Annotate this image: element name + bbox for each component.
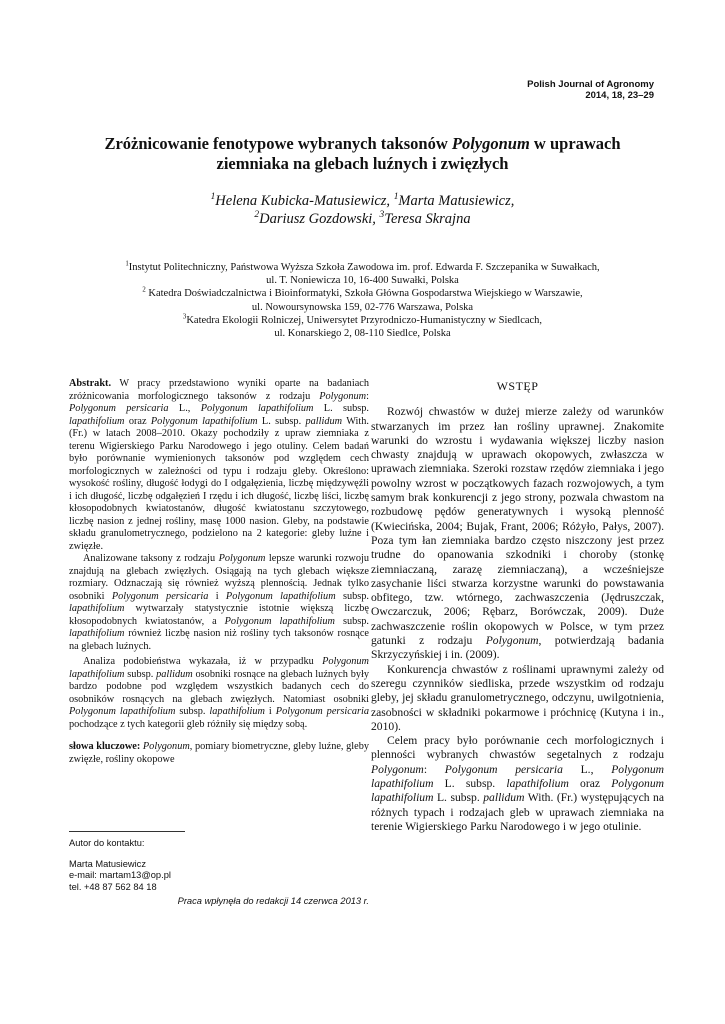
footnote-divider — [69, 831, 185, 832]
intro-paragraph: Konkurencja chwastów z roślinami uprawnymi zależy od szeregu czynników siedliska, przede wszystkim od rodzaju gleby, jej składu granulometrycznego, odczynu, uwilgotnienia, zasobności w składniki pokarmowe i próchnicę (Kutyna i in., 2010). — [371, 662, 664, 733]
journal-issue: 2014, 18, 23–29 — [585, 90, 654, 101]
abstract-paragraph: Analizowane taksony z rodzaju Polygonum lepsze warunki rozwoju znajdują na glebach zwięzłych. Osiągają na tych glebach większe rozmiary. Odznaczają się również wyższą plennością. Jednak tylko osobniki Polygonum persicaria i Polygonum lapathifolium subsp. lapathifolium wytwarzały statystycznie istotnie większą liczbę kłosopodobnych kwiatostanów, a Polygonum lapathifolium subsp. lapathifolium również liczbę nasion niż rośliny tych taksonów rosnące na glebach luźnych. — [69, 553, 370, 652]
introduction-column — [371, 379, 664, 834]
contact-block — [69, 838, 171, 893]
contact-email: e-mail: martam13@op.pl — [69, 870, 171, 881]
abstract-column — [69, 378, 369, 766]
author-2: Marta Matusiewicz, — [398, 193, 515, 209]
author-1: Helena Kubicka-Matusiewicz, — [215, 193, 391, 209]
contact-phone: tel. +48 87 562 84 18 — [69, 881, 157, 892]
received-date: Praca wpłynęła do redakcji 14 czerwca 2013 r. — [177, 896, 369, 906]
author-list: $^1$Helena Kubicka-Matusiewicz, $^1$Marta Matusiewicz, $^2$Dariusz Gozdowski, $^3$Teresa Skrajna — [210, 192, 515, 227]
intro-paragraph: Celem pracy było porównanie cech morfologicznych i plenności wybranych chwastów segetalnych z rodzaju Polygonum: Polygonum persicaria L., Polygonum lapathifolium L. subsp. lapathifolium oraz Polygonum lapathifolium L. subsp. pallidum With. (Fr.) występujących na różnych typach i rodzajach gleb w uprawach ziemniaka na terenie Wigierskiego Parku Narodowego i w jego otulinie. — [371, 734, 664, 833]
affiliation-2: $^2$ Katedra Doświadczalnictwa i Bioinformatyki, Szkoła Główna Gospodarstwa Wiejskiego w Warszawie, — [142, 286, 583, 300]
author-4: Teresa Skrajna — [384, 211, 471, 227]
journal-header — [527, 79, 654, 101]
author-3: Dariusz Gozdowski, — [259, 211, 376, 227]
keywords: słowa kluczowe: Polygonum, pomiary biometryczne, gleby luźne, gleby zwięzłe, rośliny okopowe — [69, 741, 370, 765]
affiliations: $^1$Instytut Politechniczny, Państwowa Wyższa Szkoła Zawodowa im. prof. Edwarda F. Szczepanika w Suwałkach, ul. T. Noniewicza 10, 16-400 Suwałki, Polska $^2$ Katedra Doświadczalnictwa i Bioinformatyki, Szkoła Główna Gospodarstwa Wiejskiego w Warszawie, ul. Nowoursynowska 159, 02-776 Warszawa, Polska $^3$Katedra Ekologii Rolniczej, Uniwersytet Przyrodniczo-Humanistyczny w Siedlcach, ul. Konarskiego 2, 08-110 Siedlce, Polska — [60, 261, 665, 340]
abstract-paragraph: Abstrakt. W pracy przedstawiono wyniki oparte na badaniach zróżnicowania morfologicznego taksonów z rodzaju Polygonum: Polygonum persicaria L., Polygonum lapathifolium L. subsp. lapathifolium oraz Polygonum lapathifolium L. subsp. pallidum With. (Fr.) w latach 2008–2010. Okazy pochodziły z upraw ziemniaka z terenu Wigierskiego Parku Narodowego i jego otuliny. Celem badań było porównanie wymienionych taksonów pod względem cech morfologicznych w zależności od typu i rodzaju gleby. Określono: wysokość rośliny, długość łodygi do I odgałęzienia, liczbę międzywęźli i ich długość, liczbę odgałęzień I rzędu i ich długość, liczbę liści, liczbę kłosopodobnych kwiatostanów, długość kwiatostanu szczytowego, liczbę nasion z jednej rośliny, masę 1000 nasion. Gleby, na podstawie składu granulometrycznego, podzielono na 2 kategorie: gleby luźne i zwięzłe. — [69, 378, 370, 552]
journal-name: Polish Journal of Agronomy — [527, 79, 654, 90]
paper-title: Zróżnicowanie fenotypowe wybranych taksonów Polygonum w uprawach ziemniaka na glebach luźnych i zwięzłych — [104, 134, 621, 173]
section-heading: WSTĘP — [496, 379, 539, 393]
abstract-paragraph: Analiza podobieństwa wykazała, iż w przypadku Polygonum lapathifolium subsp. pallidum osobniki rosnące na glebach luźnych były bardzo podobne pod względem wszystkich badanych cech do osobników rosnących na glebach zwięzłych. Natomiast osobniki Polygonum lapathifolium subsp. lapathifolium i Polygonum persicaria pochodzące z tych kategorii gleb różniły się między sobą. — [69, 656, 370, 730]
affiliation-1: $^1$Instytut Politechniczny, Państwowa Wyższa Szkoła Zawodowa im. prof. Edwarda F. Szczepanika w Suwałkach, — [125, 260, 600, 273]
affiliation-3: $^3$Katedra Ekologii Rolniczej, Uniwersytet Przyrodniczo-Humanistyczny w Siedlcach, — [182, 313, 543, 326]
intro-paragraph: Rozwój chwastów w dużej mierze zależy od warunków stwarzanych im przez łan rośliny uprawnej. Znakomite warunki do wzrostu i wydawania większej liczby nasion chwasty znajdują w uprawach okopowych, zwłaszcza w uprawach ziemniaka. Szeroki rozstaw rzędów ziemniaka i jego powolny wzrost w początkowych fazach rozwojowych, a tym samym brak konkurencji z jego strony, pozwala chwastom na rozbudowę pędów generatywnych i wysoką plenność (Kwiecińska, 2004; Bujak, Frant, 2006; Różyło, Pałys, 2007). Poza tym łan ziemniaka bardzo często niszczony jest przez trudne do opanowania szkodniki i choroby (stonkę ziemniaczaną, zarazę ziemniaczaną), a wcześniejsze zasychanie liści stwarza korzystne warunki do powstawania obfitego, tzw. wtórnego, zachwaszczenia (Jędruszczak, Owczarczuk, 2006; Rębarz, Borówczak, 2009). Duże zachwaszczenie roślin okopowych w Polsce, w tym przez gatunki z rodzaju Polygonum, potwierdzają badania Skrzyczyńskiej i in. (2009). — [371, 405, 664, 662]
contact-label: Autor do kontaktu: — [69, 838, 145, 848]
contact-name: Marta Matusiewicz — [69, 858, 146, 869]
